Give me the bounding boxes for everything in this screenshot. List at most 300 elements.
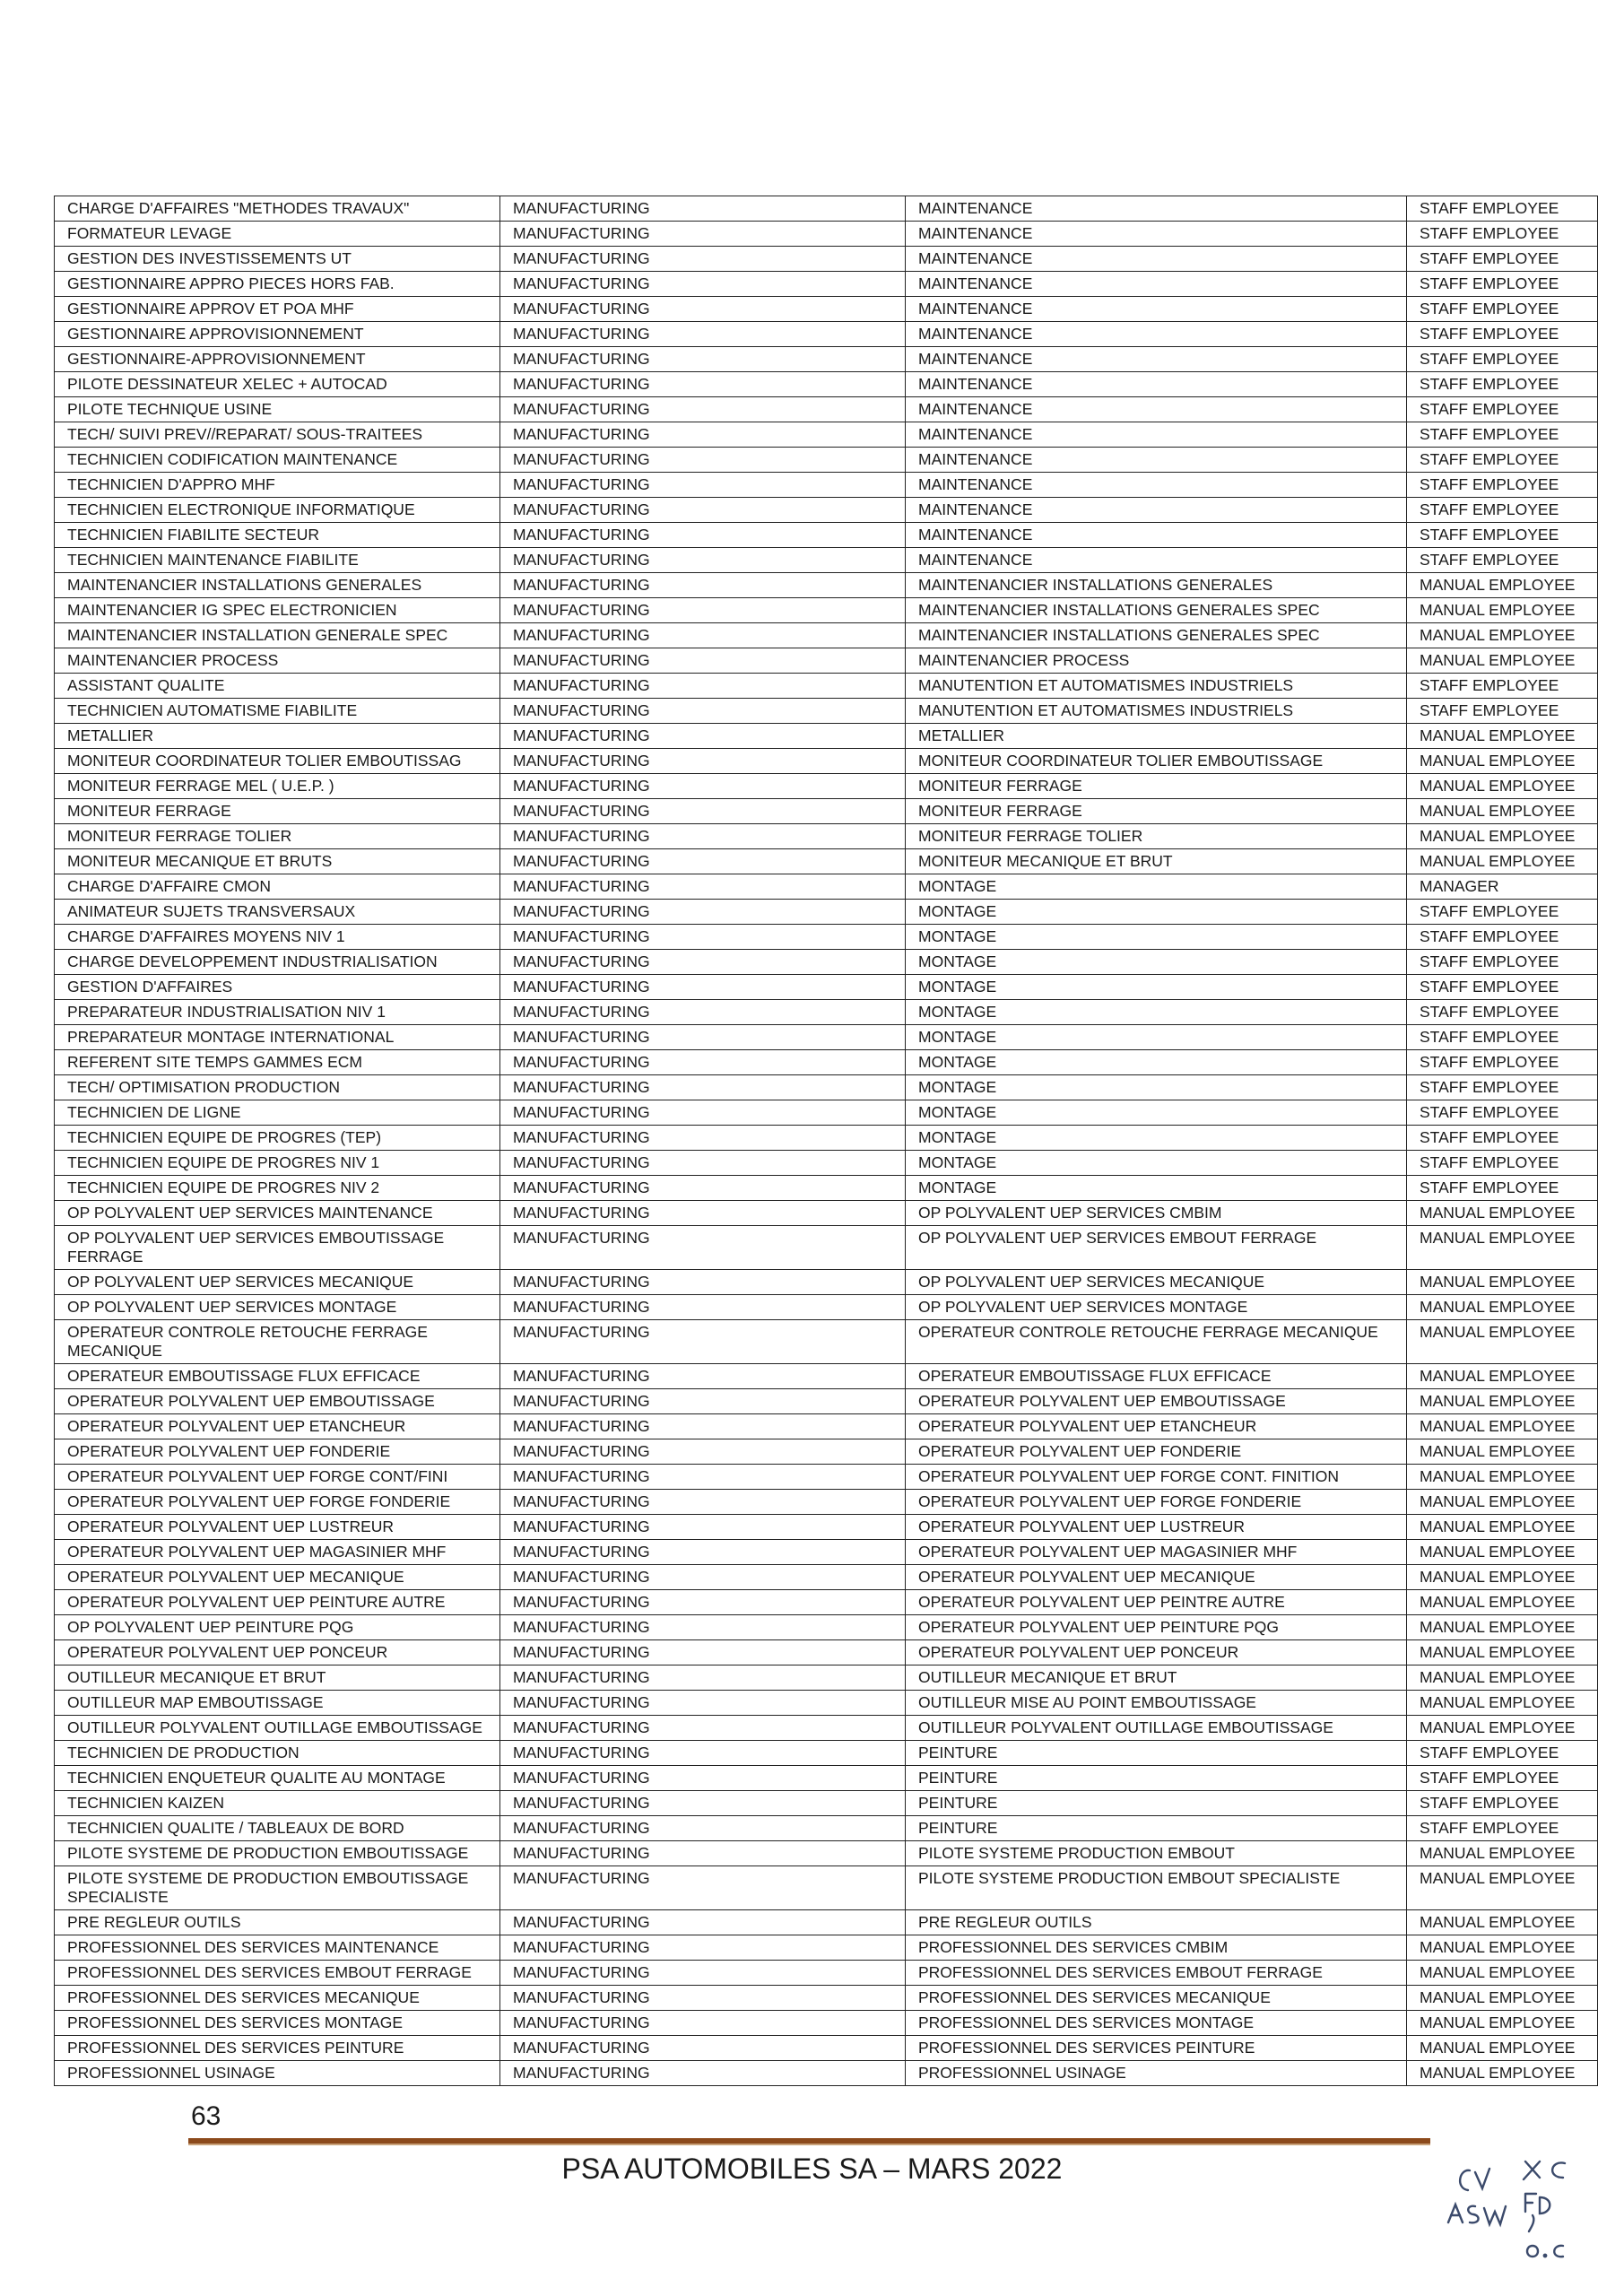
category-cell: MANUAL EMPLOYEE	[1407, 1201, 1598, 1226]
category-cell: MANUAL EMPLOYEE	[1407, 1465, 1598, 1490]
table-row	[55, 900, 1598, 925]
table-row	[55, 322, 1598, 347]
table-row	[55, 1791, 1598, 1816]
category-cell: STAFF EMPLOYEE	[1407, 1816, 1598, 1841]
function-cell: MANUFACTURING	[500, 1226, 906, 1270]
table-row	[55, 1986, 1598, 2011]
job-title-cell: ASSISTANT QUALITE	[55, 674, 500, 699]
job-family-cell: MAINTENANCE	[906, 196, 1407, 222]
function-cell: MANUFACTURING	[500, 397, 906, 422]
category-cell: STAFF EMPLOYEE	[1407, 222, 1598, 247]
job-title-cell: TECHNICIEN FIABILITE SECTEUR	[55, 523, 500, 548]
function-cell: MANUFACTURING	[500, 1270, 906, 1295]
job-title-cell: OP POLYVALENT UEP SERVICES MONTAGE	[55, 1295, 500, 1320]
job-title-cell: MAINTENANCIER INSTALLATION GENERALE SPEC	[55, 623, 500, 648]
function-cell: MANUFACTURING	[500, 1414, 906, 1439]
table-row	[55, 1151, 1598, 1176]
job-family-cell: MAINTENANCE	[906, 222, 1407, 247]
job-title-cell: METALLIER	[55, 724, 500, 749]
job-title-cell: OP POLYVALENT UEP SERVICES MECANIQUE	[55, 1270, 500, 1295]
table-row	[55, 272, 1598, 297]
job-family-cell: MONITEUR FERRAGE	[906, 774, 1407, 799]
job-family-cell: PROFESSIONNEL DES SERVICES MONTAGE	[906, 2011, 1407, 2036]
job-title-cell: OPERATEUR EMBOUTISSAGE FLUX EFFICACE	[55, 1364, 500, 1389]
job-family-cell: OUTILLEUR POLYVALENT OUTILLAGE EMBOUTISSAGE	[906, 1716, 1407, 1741]
job-family-cell: OP POLYVALENT UEP SERVICES EMBOUT FERRAGE	[906, 1226, 1407, 1270]
table-row	[55, 674, 1598, 699]
category-cell: MANUAL EMPLOYEE	[1407, 1515, 1598, 1540]
job-family-cell: OUTILLEUR MECANIQUE ET BRUT	[906, 1665, 1407, 1691]
category-cell: STAFF EMPLOYEE	[1407, 900, 1598, 925]
function-cell: MANUFACTURING	[500, 1439, 906, 1465]
category-cell: STAFF EMPLOYEE	[1407, 372, 1598, 397]
table-row	[55, 1640, 1598, 1665]
function-cell: MANUFACTURING	[500, 1961, 906, 1986]
job-title-cell: OPERATEUR POLYVALENT UEP FORGE CONT/FINI	[55, 1465, 500, 1490]
table-row	[55, 1515, 1598, 1540]
table-row	[55, 422, 1598, 448]
function-cell: MANUFACTURING	[500, 950, 906, 975]
table-row	[55, 874, 1598, 900]
job-family-cell: MAINTENANCIER INSTALLATIONS GENERALES SPEC	[906, 623, 1407, 648]
job-family-cell: MAINTENANCE	[906, 272, 1407, 297]
function-cell: MANUFACTURING	[500, 648, 906, 674]
job-title-cell: TECHNICIEN ELECTRONIQUE INFORMATIQUE	[55, 498, 500, 523]
category-cell: STAFF EMPLOYEE	[1407, 925, 1598, 950]
category-cell: MANUAL EMPLOYEE	[1407, 824, 1598, 849]
job-family-cell: OPERATEUR POLYVALENT UEP ETANCHEUR	[906, 1414, 1407, 1439]
function-cell: MANUFACTURING	[500, 1126, 906, 1151]
table-row	[55, 1935, 1598, 1961]
job-title-cell: PROFESSIONNEL DES SERVICES MECANIQUE	[55, 1986, 500, 2011]
category-cell: STAFF EMPLOYEE	[1407, 1050, 1598, 1075]
table-row	[55, 774, 1598, 799]
job-title-cell: OPERATEUR POLYVALENT UEP ETANCHEUR	[55, 1414, 500, 1439]
table-row	[55, 1320, 1598, 1364]
job-family-cell: PEINTURE	[906, 1816, 1407, 1841]
table-row	[55, 222, 1598, 247]
job-family-cell: OPERATEUR POLYVALENT UEP MECANIQUE	[906, 1565, 1407, 1590]
category-cell: MANUAL EMPLOYEE	[1407, 1640, 1598, 1665]
table-row	[55, 1389, 1598, 1414]
function-cell: MANUFACTURING	[500, 900, 906, 925]
table-row	[55, 1100, 1598, 1126]
table-row	[55, 849, 1598, 874]
job-title-cell: MAINTENANCIER PROCESS	[55, 648, 500, 674]
function-cell: MANUFACTURING	[500, 623, 906, 648]
category-cell: MANUAL EMPLOYEE	[1407, 1615, 1598, 1640]
function-cell: MANUFACTURING	[500, 347, 906, 372]
job-family-cell: MONITEUR MECANIQUE ET BRUT	[906, 849, 1407, 874]
job-title-cell: PROFESSIONNEL DES SERVICES MAINTENANCE	[55, 1935, 500, 1961]
category-cell: MANUAL EMPLOYEE	[1407, 1910, 1598, 1935]
job-title-cell: MAINTENANCIER IG SPEC ELECTRONICIEN	[55, 598, 500, 623]
category-cell: MANUAL EMPLOYEE	[1407, 1665, 1598, 1691]
function-cell: MANUFACTURING	[500, 1000, 906, 1025]
category-cell: STAFF EMPLOYEE	[1407, 548, 1598, 573]
table-row	[55, 623, 1598, 648]
table-row	[55, 347, 1598, 372]
job-family-cell: OP POLYVALENT UEP SERVICES CMBIM	[906, 1201, 1407, 1226]
job-family-cell: PILOTE SYSTEME PRODUCTION EMBOUT	[906, 1841, 1407, 1866]
job-title-cell: MONITEUR FERRAGE	[55, 799, 500, 824]
category-cell: STAFF EMPLOYEE	[1407, 473, 1598, 498]
function-cell: MANUFACTURING	[500, 1910, 906, 1935]
table-row	[55, 1050, 1598, 1075]
job-title-cell: OP POLYVALENT UEP SERVICES EMBOUTISSAGE FERRAGE	[55, 1226, 500, 1270]
table-row	[55, 1665, 1598, 1691]
table-row	[55, 1910, 1598, 1935]
table-row	[55, 2061, 1598, 2086]
function-cell: MANUFACTURING	[500, 1025, 906, 1050]
job-family-cell: PEINTURE	[906, 1766, 1407, 1791]
table-row	[55, 523, 1598, 548]
function-cell: MANUFACTURING	[500, 749, 906, 774]
category-cell: MANUAL EMPLOYEE	[1407, 1320, 1598, 1364]
category-cell: STAFF EMPLOYEE	[1407, 297, 1598, 322]
job-title-cell: TECHNICIEN DE LIGNE	[55, 1100, 500, 1126]
category-cell: MANUAL EMPLOYEE	[1407, 648, 1598, 674]
category-cell: MANAGER	[1407, 874, 1598, 900]
category-cell: STAFF EMPLOYEE	[1407, 422, 1598, 448]
category-cell: STAFF EMPLOYEE	[1407, 523, 1598, 548]
job-family-cell: OPERATEUR EMBOUTISSAGE FLUX EFFICACE	[906, 1364, 1407, 1389]
table-row	[55, 975, 1598, 1000]
table-row	[55, 648, 1598, 674]
job-title-cell: OUTILLEUR MECANIQUE ET BRUT	[55, 1665, 500, 1691]
table-row	[55, 2036, 1598, 2061]
category-cell: STAFF EMPLOYEE	[1407, 347, 1598, 372]
job-title-cell: TECHNICIEN EQUIPE DE PROGRES NIV 1	[55, 1151, 500, 1176]
job-family-cell: MONTAGE	[906, 874, 1407, 900]
category-cell: STAFF EMPLOYEE	[1407, 448, 1598, 473]
function-cell: MANUFACTURING	[500, 824, 906, 849]
table-row	[55, 1126, 1598, 1151]
table-row	[55, 473, 1598, 498]
job-title-cell: ANIMATEUR SUJETS TRANSVERSAUX	[55, 900, 500, 925]
job-family-cell: PILOTE SYSTEME PRODUCTION EMBOUT SPECIALISTE	[906, 1866, 1407, 1910]
job-family-cell: MAINTENANCE	[906, 372, 1407, 397]
function-cell: MANUFACTURING	[500, 1176, 906, 1201]
category-cell: STAFF EMPLOYEE	[1407, 1791, 1598, 1816]
job-title-cell: MONITEUR FERRAGE MEL ( U.E.P. )	[55, 774, 500, 799]
job-title-cell: OPERATEUR POLYVALENT UEP MAGASINIER MHF	[55, 1540, 500, 1565]
category-cell: MANUAL EMPLOYEE	[1407, 1389, 1598, 1414]
job-table-body	[55, 196, 1598, 2086]
job-title-cell: TECHNICIEN CODIFICATION MAINTENANCE	[55, 448, 500, 473]
category-cell: STAFF EMPLOYEE	[1407, 1000, 1598, 1025]
table-row	[55, 598, 1598, 623]
category-cell: STAFF EMPLOYEE	[1407, 397, 1598, 422]
function-cell: MANUFACTURING	[500, 196, 906, 222]
job-family-cell: OPERATEUR POLYVALENT UEP MAGASINIER MHF	[906, 1540, 1407, 1565]
category-cell: STAFF EMPLOYEE	[1407, 1176, 1598, 1201]
job-title-cell: TECHNICIEN QUALITE / TABLEAUX DE BORD	[55, 1816, 500, 1841]
table-row	[55, 196, 1598, 222]
job-title-cell: TECHNICIEN EQUIPE DE PROGRES (TEP)	[55, 1126, 500, 1151]
function-cell: MANUFACTURING	[500, 1075, 906, 1100]
job-family-cell: MAINTENANCIER INSTALLATIONS GENERALES SPEC	[906, 598, 1407, 623]
function-cell: MANUFACTURING	[500, 849, 906, 874]
function-cell: MANUFACTURING	[500, 1320, 906, 1364]
function-cell: MANUFACTURING	[500, 925, 906, 950]
table-row	[55, 1816, 1598, 1841]
category-cell: MANUAL EMPLOYEE	[1407, 1540, 1598, 1565]
function-cell: MANUFACTURING	[500, 1295, 906, 1320]
function-cell: MANUFACTURING	[500, 2061, 906, 2086]
job-title-cell: GESTION DES INVESTISSEMENTS UT	[55, 247, 500, 272]
table-row	[55, 548, 1598, 573]
function-cell: MANUFACTURING	[500, 372, 906, 397]
job-family-cell: OPERATEUR POLYVALENT UEP FORGE CONT. FINITION	[906, 1465, 1407, 1490]
job-family-cell: MONTAGE	[906, 1050, 1407, 1075]
function-cell: MANUFACTURING	[500, 322, 906, 347]
category-cell: MANUAL EMPLOYEE	[1407, 774, 1598, 799]
job-title-cell: TECH/ SUIVI PREV//REPARAT/ SOUS-TRAITEES	[55, 422, 500, 448]
job-family-cell: PROFESSIONNEL DES SERVICES MECANIQUE	[906, 1986, 1407, 2011]
table-row	[55, 397, 1598, 422]
table-row	[55, 950, 1598, 975]
job-title-cell: OPERATEUR POLYVALENT UEP PONCEUR	[55, 1640, 500, 1665]
job-family-cell: OPERATEUR POLYVALENT UEP PEINTRE AUTRE	[906, 1590, 1407, 1615]
function-cell: MANUFACTURING	[500, 1590, 906, 1615]
category-cell: MANUAL EMPLOYEE	[1407, 2011, 1598, 2036]
function-cell: MANUFACTURING	[500, 473, 906, 498]
category-cell: STAFF EMPLOYEE	[1407, 1151, 1598, 1176]
table-row	[55, 699, 1598, 724]
table-row	[55, 1201, 1598, 1226]
table-row	[55, 448, 1598, 473]
job-family-cell: MONTAGE	[906, 950, 1407, 975]
table-row	[55, 1540, 1598, 1565]
job-title-cell: TECHNICIEN DE PRODUCTION	[55, 1741, 500, 1766]
function-cell: MANUFACTURING	[500, 674, 906, 699]
category-cell: MANUAL EMPLOYEE	[1407, 1226, 1598, 1270]
job-title-cell: CHARGE D'AFFAIRE CMON	[55, 874, 500, 900]
table-row	[55, 1364, 1598, 1389]
job-title-cell: MONITEUR COORDINATEUR TOLIER EMBOUTISSAG	[55, 749, 500, 774]
job-title-cell: OPERATEUR POLYVALENT UEP FONDERIE	[55, 1439, 500, 1465]
function-cell: MANUFACTURING	[500, 247, 906, 272]
footer-rule	[188, 2138, 1430, 2145]
function-cell: MANUFACTURING	[500, 498, 906, 523]
category-cell: MANUAL EMPLOYEE	[1407, 2036, 1598, 2061]
category-cell: STAFF EMPLOYEE	[1407, 674, 1598, 699]
category-cell: MANUAL EMPLOYEE	[1407, 1935, 1598, 1961]
job-family-cell: MAINTENANCE	[906, 448, 1407, 473]
job-family-cell: OPERATEUR POLYVALENT UEP FONDERIE	[906, 1439, 1407, 1465]
function-cell: MANUFACTURING	[500, 774, 906, 799]
job-family-cell: MONITEUR COORDINATEUR TOLIER EMBOUTISSAGE	[906, 749, 1407, 774]
job-family-cell: MONTAGE	[906, 1176, 1407, 1201]
job-title-cell: CHARGE D'AFFAIRES MOYENS NIV 1	[55, 925, 500, 950]
table-row	[55, 1075, 1598, 1100]
job-title-cell: PILOTE SYSTEME DE PRODUCTION EMBOUTISSAGE	[55, 1841, 500, 1866]
function-cell: MANUFACTURING	[500, 1565, 906, 1590]
job-family-cell: MAINTENANCE	[906, 397, 1407, 422]
job-family-cell: OUTILLEUR MISE AU POINT EMBOUTISSAGE	[906, 1691, 1407, 1716]
function-cell: MANUFACTURING	[500, 1490, 906, 1515]
category-cell: MANUAL EMPLOYEE	[1407, 1490, 1598, 1515]
job-title-cell: TECHNICIEN D'APPRO MHF	[55, 473, 500, 498]
job-family-cell: PROFESSIONNEL DES SERVICES PEINTURE	[906, 2036, 1407, 2061]
table-row	[55, 1691, 1598, 1716]
function-cell: MANUFACTURING	[500, 2011, 906, 2036]
job-title-cell: PREPARATEUR MONTAGE INTERNATIONAL	[55, 1025, 500, 1050]
job-table-container	[54, 196, 1597, 2086]
job-family-cell: PROFESSIONNEL USINAGE	[906, 2061, 1407, 2086]
category-cell: STAFF EMPLOYEE	[1407, 1741, 1598, 1766]
category-cell: MANUAL EMPLOYEE	[1407, 1364, 1598, 1389]
job-family-cell: MAINTENANCIER INSTALLATIONS GENERALES	[906, 573, 1407, 598]
table-row	[55, 1866, 1598, 1910]
job-family-cell: MONTAGE	[906, 975, 1407, 1000]
category-cell: STAFF EMPLOYEE	[1407, 950, 1598, 975]
job-title-cell: PROFESSIONNEL DES SERVICES PEINTURE	[55, 2036, 500, 2061]
category-cell: STAFF EMPLOYEE	[1407, 1025, 1598, 1050]
category-cell: MANUAL EMPLOYEE	[1407, 749, 1598, 774]
function-cell: MANUFACTURING	[500, 573, 906, 598]
job-family-cell: MONTAGE	[906, 1025, 1407, 1050]
job-title-cell: OPERATEUR POLYVALENT UEP EMBOUTISSAGE	[55, 1389, 500, 1414]
function-cell: MANUFACTURING	[500, 422, 906, 448]
category-cell: MANUAL EMPLOYEE	[1407, 1716, 1598, 1741]
job-title-cell: PRE REGLEUR OUTILS	[55, 1910, 500, 1935]
table-row	[55, 1490, 1598, 1515]
function-cell: MANUFACTURING	[500, 598, 906, 623]
job-family-cell: MAINTENANCE	[906, 422, 1407, 448]
table-row	[55, 1025, 1598, 1050]
category-cell: STAFF EMPLOYEE	[1407, 975, 1598, 1000]
job-title-cell: TECHNICIEN EQUIPE DE PROGRES NIV 2	[55, 1176, 500, 1201]
function-cell: MANUFACTURING	[500, 1515, 906, 1540]
category-cell: MANUAL EMPLOYEE	[1407, 1691, 1598, 1716]
category-cell: MANUAL EMPLOYEE	[1407, 2061, 1598, 2086]
category-cell: MANUAL EMPLOYEE	[1407, 1986, 1598, 2011]
job-title-cell: REFERENT SITE TEMPS GAMMES ECM	[55, 1050, 500, 1075]
category-cell: MANUAL EMPLOYEE	[1407, 1590, 1598, 1615]
job-family-cell: MONTAGE	[906, 1126, 1407, 1151]
function-cell: MANUFACTURING	[500, 1935, 906, 1961]
category-cell: MANUAL EMPLOYEE	[1407, 623, 1598, 648]
job-title-cell: TECHNICIEN AUTOMATISME FIABILITE	[55, 699, 500, 724]
table-row	[55, 1841, 1598, 1866]
job-family-cell: OPERATEUR POLYVALENT UEP FORGE FONDERIE	[906, 1490, 1407, 1515]
function-cell: MANUFACTURING	[500, 448, 906, 473]
job-title-cell: PROFESSIONNEL DES SERVICES EMBOUT FERRAGE	[55, 1961, 500, 1986]
job-title-cell: CHARGE D'AFFAIRES "METHODES TRAVAUX"	[55, 196, 500, 222]
job-family-cell: PROFESSIONNEL DES SERVICES CMBIM	[906, 1935, 1407, 1961]
table-row	[55, 1766, 1598, 1791]
table-row	[55, 573, 1598, 598]
job-title-cell: GESTIONNAIRE-APPROVISIONNEMENT	[55, 347, 500, 372]
job-family-cell: MAINTENANCE	[906, 548, 1407, 573]
job-title-cell: PILOTE DESSINATEUR XELEC + AUTOCAD	[55, 372, 500, 397]
table-row	[55, 372, 1598, 397]
job-title-cell: GESTIONNAIRE APPROVISIONNEMENT	[55, 322, 500, 347]
job-family-cell: MONTAGE	[906, 900, 1407, 925]
function-cell: MANUFACTURING	[500, 548, 906, 573]
job-family-cell: MAINTENANCE	[906, 322, 1407, 347]
job-family-cell: MAINTENANCE	[906, 247, 1407, 272]
category-cell: MANUAL EMPLOYEE	[1407, 849, 1598, 874]
category-cell: STAFF EMPLOYEE	[1407, 196, 1598, 222]
function-cell: MANUFACTURING	[500, 874, 906, 900]
category-cell: MANUAL EMPLOYEE	[1407, 598, 1598, 623]
job-title-cell: OUTILLEUR MAP EMBOUTISSAGE	[55, 1691, 500, 1716]
function-cell: MANUFACTURING	[500, 975, 906, 1000]
function-cell: MANUFACTURING	[500, 272, 906, 297]
table-row	[55, 1176, 1598, 1201]
function-cell: MANUFACTURING	[500, 1816, 906, 1841]
table-row	[55, 1295, 1598, 1320]
job-title-cell: OUTILLEUR POLYVALENT OUTILLAGE EMBOUTISSAGE	[55, 1716, 500, 1741]
table-row	[55, 1270, 1598, 1295]
table-row	[55, 2011, 1598, 2036]
job-title-cell: TECHNICIEN MAINTENANCE FIABILITE	[55, 548, 500, 573]
job-family-cell: MAINTENANCE	[906, 473, 1407, 498]
category-cell: STAFF EMPLOYEE	[1407, 272, 1598, 297]
category-cell: MANUAL EMPLOYEE	[1407, 1866, 1598, 1910]
job-title-cell: TECHNICIEN ENQUETEUR QUALITE AU MONTAGE	[55, 1766, 500, 1791]
job-title-cell: GESTIONNAIRE APPROV ET POA MHF	[55, 297, 500, 322]
category-cell: MANUAL EMPLOYEE	[1407, 1841, 1598, 1866]
table-row	[55, 724, 1598, 749]
job-family-cell: PEINTURE	[906, 1741, 1407, 1766]
category-cell: STAFF EMPLOYEE	[1407, 1075, 1598, 1100]
function-cell: MANUFACTURING	[500, 1691, 906, 1716]
job-family-cell: OP POLYVALENT UEP SERVICES MONTAGE	[906, 1295, 1407, 1320]
function-cell: MANUFACTURING	[500, 523, 906, 548]
footer-title: PSA AUTOMOBILES SA – MARS 2022	[561, 2152, 1063, 2185]
function-cell: MANUFACTURING	[500, 1615, 906, 1640]
function-cell: MANUFACTURING	[500, 1791, 906, 1816]
job-family-cell: MAINTENANCE	[906, 297, 1407, 322]
job-title-cell: FORMATEUR LEVAGE	[55, 222, 500, 247]
function-cell: MANUFACTURING	[500, 297, 906, 322]
job-family-cell: METALLIER	[906, 724, 1407, 749]
function-cell: MANUFACTURING	[500, 699, 906, 724]
job-title-cell: TECHNICIEN KAIZEN	[55, 1791, 500, 1816]
table-row	[55, 1590, 1598, 1615]
category-cell: MANUAL EMPLOYEE	[1407, 1414, 1598, 1439]
job-family-cell: MAINTENANCE	[906, 498, 1407, 523]
table-row	[55, 498, 1598, 523]
function-cell: MANUFACTURING	[500, 1540, 906, 1565]
category-cell: MANUAL EMPLOYEE	[1407, 1961, 1598, 1986]
table-row	[55, 799, 1598, 824]
job-family-cell: MAINTENANCIER PROCESS	[906, 648, 1407, 674]
job-family-cell: MONTAGE	[906, 925, 1407, 950]
job-family-cell: OPERATEUR POLYVALENT UEP EMBOUTISSAGE	[906, 1389, 1407, 1414]
handwritten-initials-signature	[1439, 2152, 1592, 2269]
category-cell: MANUAL EMPLOYEE	[1407, 1295, 1598, 1320]
function-cell: MANUFACTURING	[500, 1050, 906, 1075]
table-row	[55, 1615, 1598, 1640]
table-row	[55, 247, 1598, 272]
function-cell: MANUFACTURING	[500, 1866, 906, 1910]
job-family-cell: MAINTENANCE	[906, 523, 1407, 548]
table-row	[55, 824, 1598, 849]
job-family-cell: PEINTURE	[906, 1791, 1407, 1816]
table-row	[55, 1961, 1598, 1986]
table-row	[55, 1716, 1598, 1741]
job-title-cell: MAINTENANCIER INSTALLATIONS GENERALES	[55, 573, 500, 598]
category-cell: MANUAL EMPLOYEE	[1407, 573, 1598, 598]
table-row	[55, 1000, 1598, 1025]
job-title-cell: OP POLYVALENT UEP SERVICES MAINTENANCE	[55, 1201, 500, 1226]
job-title-cell: OPERATEUR POLYVALENT UEP MECANIQUE	[55, 1565, 500, 1590]
